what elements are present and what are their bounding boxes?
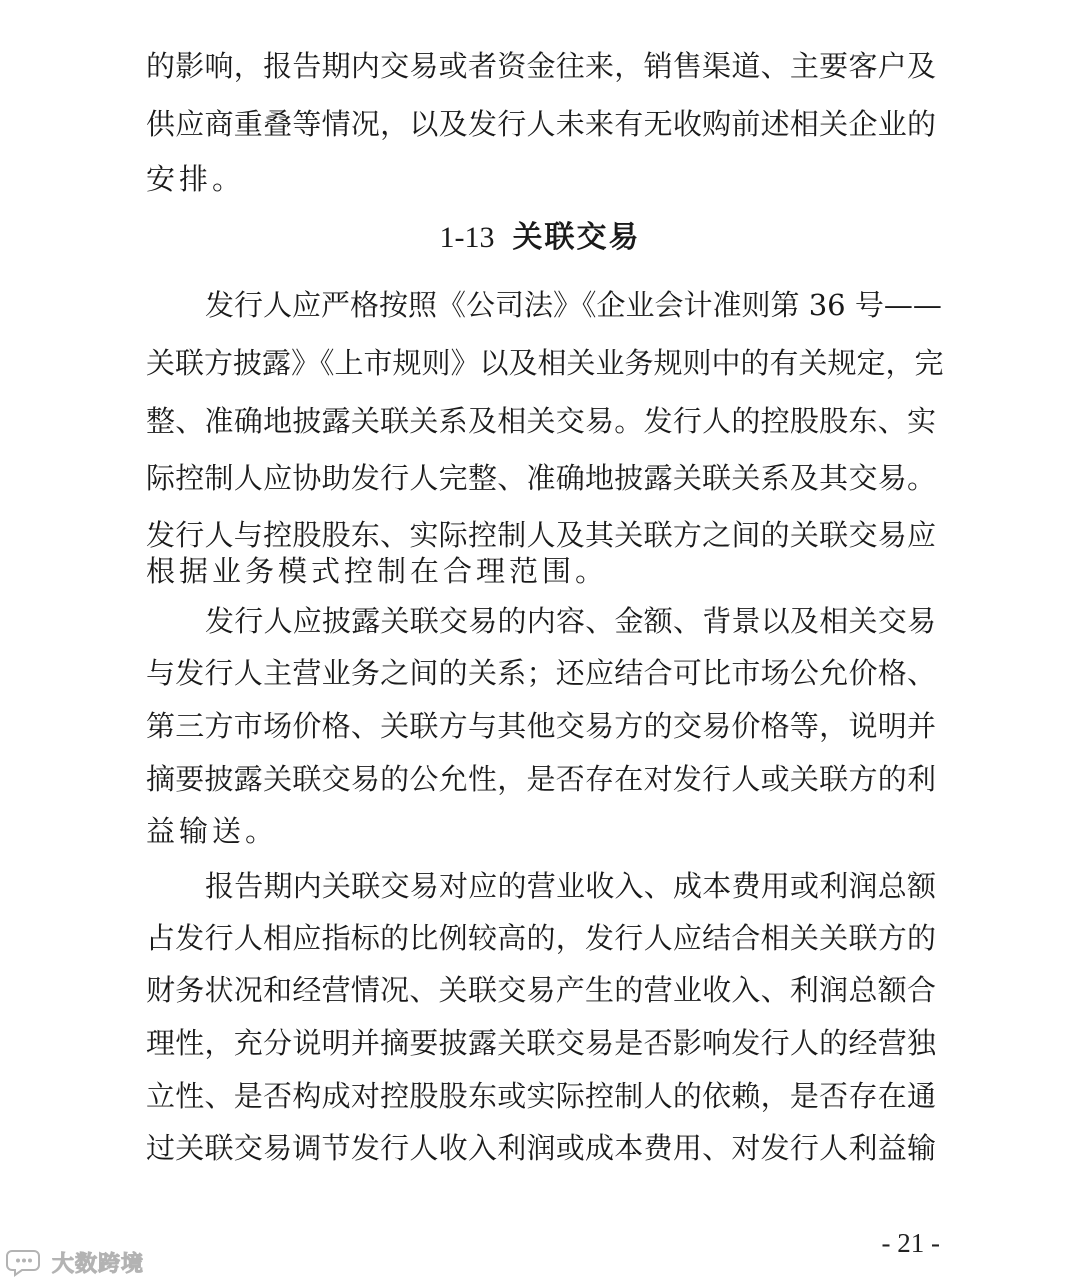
paragraph-1-line: 发行人应严格按照《公司法》《企业会计准则第 36 号—— [205, 288, 942, 322]
paragraph-2-line: 益输送。 [146, 814, 279, 848]
paragraph-2-line: 第三方市场价格、关联方与其他交易方的交易价格等，说明并 [146, 709, 936, 743]
body-line: 的影响，报告期内交易或者资金往来，销售渠道、主要客户及 [146, 49, 936, 83]
watermark-text: 大数跨境 [52, 1251, 145, 1277]
paragraph-3-line: 财务状况和经营情况、关联交易产生的营业收入、利润总额合 [146, 973, 936, 1007]
section-number: 1-13 [439, 221, 495, 254]
paragraph-3-line: 立性、是否构成对控股股东或实际控制人的依赖，是否存在通 [146, 1079, 936, 1113]
paragraph-2-line: 发行人应披露关联交易的内容、金额、背景以及相关交易 [205, 604, 936, 638]
body-line: 供应商重叠等情况，以及发行人未来有无收购前述相关企业的 [146, 107, 936, 141]
paragraph-3-line: 占发行人相应指标的比例较高的，发行人应结合相关关联方的 [146, 921, 936, 955]
body-line: 安排。 [146, 162, 246, 196]
paragraph-1-line: 根据业务模式控制在合理范围。 [146, 554, 609, 588]
section-heading [0, 218, 1080, 258]
paragraph-2-line: 摘要披露关联交易的公允性，是否存在对发行人或关联方的利 [146, 762, 936, 796]
paragraph-3-line: 过关联交易调节发行人收入利润或成本费用、对发行人利益输 [146, 1131, 936, 1165]
paragraph-3-line: 理性，充分说明并摘要披露关联交易是否影响发行人的经营独 [146, 1026, 936, 1060]
page-number: - 21 - [881, 1228, 940, 1258]
paragraph-3-line: 报告期内关联交易对应的营业收入、成本费用或利润总额 [205, 869, 936, 903]
paragraph-1-line: 发行人与控股股东、实际控制人及其关联方之间的关联交易应 [146, 518, 936, 552]
watermark [6, 1246, 144, 1278]
paragraph-2-line: 与发行人主营业务之间的关系；还应结合可比市场公允价格、 [146, 656, 936, 690]
section-title: 关联交易 [512, 220, 641, 255]
paragraph-1-line: 际控制人应协助发行人完整、准确地披露关联关系及其交易。 [146, 461, 936, 495]
paragraph-1-line: 整、准确地披露关联关系及相关交易。发行人的控股股东、实 [146, 404, 936, 438]
chat-bubble-logo-icon [6, 1247, 46, 1277]
paragraph-1-line: 关联方披露》《上市规则》以及相关业务规则中的有关规定，完 [146, 346, 944, 380]
